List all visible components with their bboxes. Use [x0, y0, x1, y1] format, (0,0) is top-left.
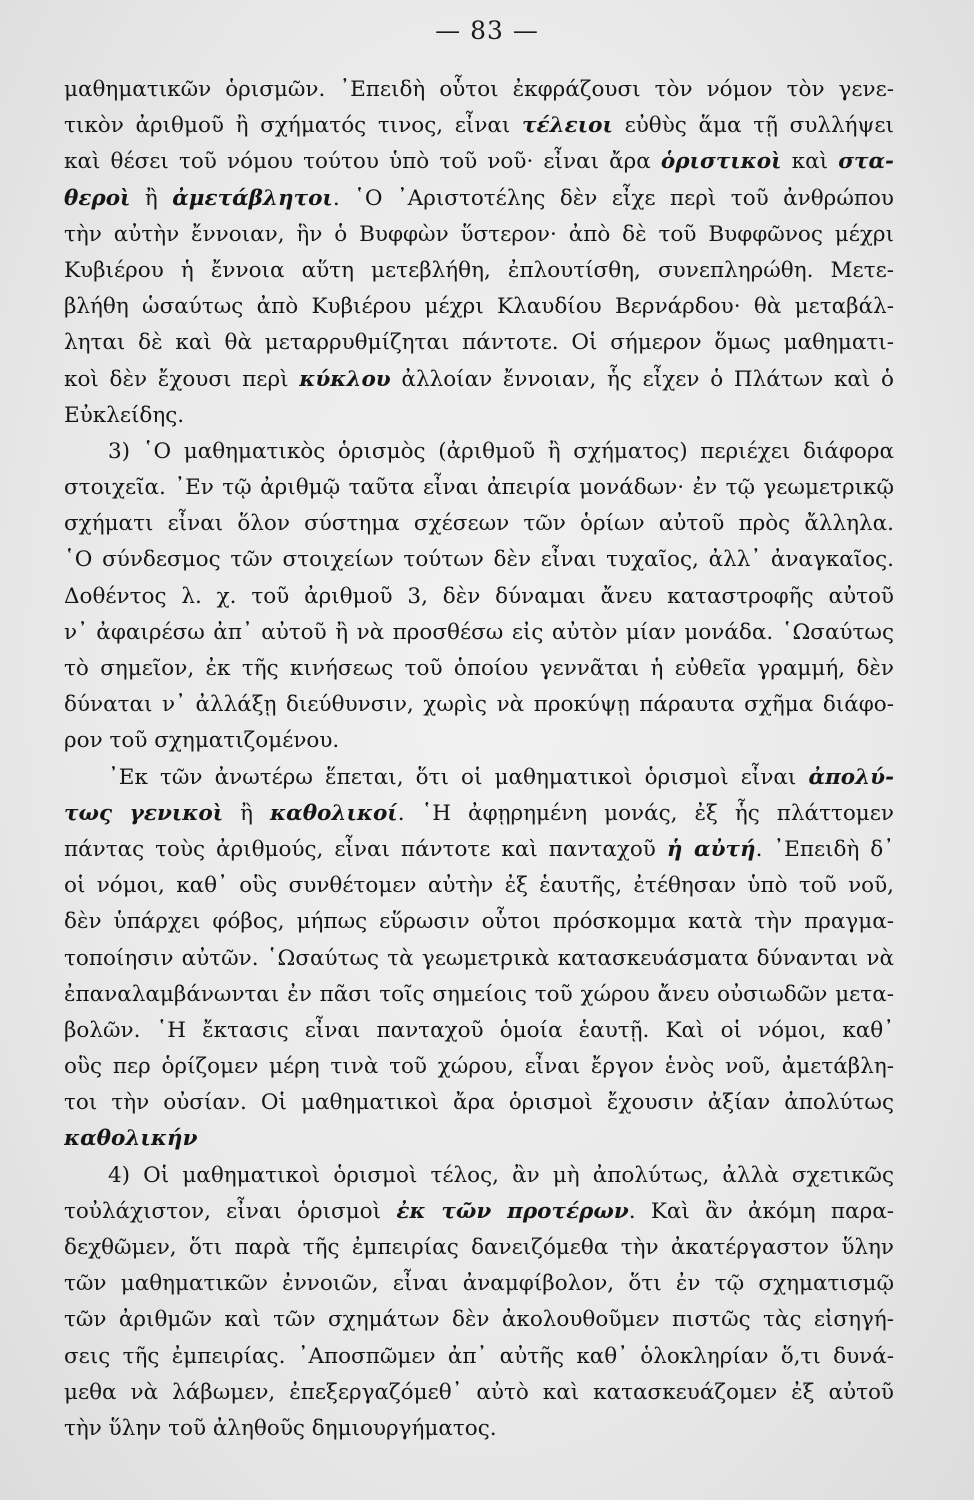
text-segment: οὓς περ ὁρίζομεν μέρη τινὰ τοῦ χώρου, εἶναι ἔργον ἑνὸς νοῦ, ἀμετάβλη-: [64, 1054, 894, 1080]
text-line: [64, 1085, 894, 1121]
text-segment: τὸ σημεῖον, ἐκ τῆς κινήσεως τοῦ ὁποίου γεννᾶται ἡ εὐθεῖα γραμμή, δὲν: [64, 656, 894, 681]
text-line: [64, 506, 894, 542]
text-segment: τῶν ἀριθμῶν καὶ τῶν σχημάτων δὲν ἀκολουθοῦμεν πιστῶς τὰς εἰσηγή-: [64, 1307, 894, 1333]
emphasized-text: καθολικοί: [270, 800, 398, 826]
text-segment: Δοθέντος λ. χ. τοῦ ἀριθμοῦ 3, δὲν δύναμαι ἄνευ καταστροφῆς αὐτοῦ: [64, 583, 894, 609]
text-line: [64, 181, 894, 217]
text-line: [64, 289, 894, 325]
text-line: [64, 687, 894, 723]
emphasized-text: στα-: [838, 149, 894, 175]
text-line: [64, 470, 894, 506]
text-line: [64, 434, 894, 470]
text-segment: τοποίησιν αὐτῶν. ῾Ωσαύτως τὰ γεωμετρικὰ κατασκευάσματα δύνανται νὰ: [64, 945, 894, 971]
emphasized-text: κύκλου: [299, 366, 391, 392]
text-line: [64, 796, 894, 832]
emphasized-text: ὁριστικοὶ: [660, 149, 782, 175]
text-line: [64, 1121, 894, 1157]
text-segment: οἱ νόμοι, καθ᾽ οὓς συνθέτομεν αὐτὴν ἐξ ἑαυτῆς, ἐτέθησαν ὑπὸ τοῦ νοῦ,: [64, 873, 894, 899]
text-line: [64, 651, 894, 687]
text-segment: ἀλλοίαν ἔννοιαν, ἧς εἶχεν ὁ Πλάτων καὶ ὁ: [390, 366, 894, 392]
text-segment: εὐθὺς ἅμα τῇ συλλήψει: [612, 113, 894, 139]
text-line: [64, 1411, 894, 1447]
emphasized-text: ἐκ τῶν προτέρων: [396, 1198, 629, 1224]
text-segment: δὲν ὑπάρχει φόβος, μήπως εὕρωσιν οὗτοι πρόσκομμα κατὰ τὴν πραγμα-: [64, 909, 894, 935]
text-segment: 3) ῾Ο μαθηματικὸς ὁρισμὸς (ἀριθμοῦ ἢ σχήματος) περιέχει διάφορα: [108, 438, 894, 464]
text-segment: μαθηματικῶν ὁρισμῶν. ᾿Επειδὴ οὗτοι ἐκφράζουσι τὸν νόμον τὸν γενε-: [64, 77, 894, 102]
text-line: [64, 723, 894, 759]
text-line: [64, 362, 894, 398]
emphasized-text: τέλειοι: [522, 113, 613, 139]
text-segment: ρον τοῦ σχηματιζομένου.: [64, 728, 340, 754]
text-segment: πάντας τοὺς ἀριθμούς, εἶναι πάντοτε καὶ πανταχοῦ: [64, 836, 667, 862]
text-segment: δύναται ν᾽ ἀλλάξῃ διεύθυνσιν, χωρὶς νὰ προκύψῃ πάραυτα σχῆμα διάφο-: [64, 692, 894, 718]
text-line: [64, 253, 894, 289]
emphasized-text: ἀπολύ-: [808, 764, 894, 790]
text-segment: κοὶ δὲν ἔχουσι περὶ: [64, 366, 300, 392]
text-segment: ῾Ο σύνδεσμος τῶν στοιχείων τούτων δὲν εἶναι τυχαῖος, ἀλλ᾽ ἀναγκαῖος.: [64, 547, 894, 573]
text-segment: . ῾Ο ᾿Αριστοτέλης δὲν εἶχε περὶ τοῦ ἀνθρώπου: [332, 185, 894, 211]
text-line: [64, 1302, 894, 1338]
text-line: [64, 1049, 894, 1085]
text-line: [64, 1230, 894, 1266]
text-line: [64, 1194, 894, 1230]
text-line: [64, 325, 894, 361]
emphasized-text: καθολικήν: [64, 1126, 198, 1152]
text-segment: ἢ: [130, 185, 173, 211]
text-line: [64, 217, 894, 253]
text-segment: τικὸν ἀριθμοῦ ἢ σχήματός τινος, εἶναι: [64, 113, 523, 139]
text-segment: τὴν αὐτὴν ἔννοιαν, ἣν ὁ Βυφφὼν ὕστερον· ἀπὸ δὲ τοῦ Βυφφῶνος μέχρι: [64, 221, 894, 247]
text-line: [64, 108, 894, 144]
text-line: [64, 1266, 894, 1302]
body-text: [64, 72, 894, 1447]
text-line: [64, 977, 894, 1013]
text-segment: καὶ θέσει τοῦ νόμου τούτου ὑπὸ τοῦ νοῦ· εἶναι ἄρα: [64, 149, 661, 175]
text-line: [64, 615, 894, 651]
text-segment: ἐπαναλαμβάνωνται ἐν πᾶσι τοῖς σημείοις τοῦ χώρου ἄνευ οὐσιωδῶν μετα-: [64, 981, 894, 1007]
text-segment: τῶν μαθηματικῶν ἐννοιῶν, εἶναι ἀναμφίβολον, ὅτι ἐν τῷ σχηματισμῷ: [64, 1271, 894, 1297]
text-line: [64, 144, 894, 180]
text-segment: ἢ: [223, 800, 271, 826]
text-line: [64, 579, 894, 615]
text-segment: στοιχεῖα. ᾿Εν τῷ ἀριθμῷ ταῦτα εἶναι ἀπειρία μονάδων· ἐν τῷ γεωμετρικῷ: [64, 475, 894, 501]
text-segment: μεθα νὰ λάβωμεν, ἐπεξεργαζόμεθ᾽ αὐτὸ καὶ κατασκευάζομεν ἐξ αὐτοῦ: [64, 1379, 894, 1405]
emphasized-text: ἀμετάβλητοι: [172, 185, 333, 211]
emphasized-text: τως γενικοὶ: [64, 800, 224, 826]
text-line: [64, 832, 894, 868]
text-line: [64, 868, 894, 904]
text-segment: 4) Οἱ μαθηματικοὶ ὁρισμοὶ τέλος, ἂν μὴ ἀπολύτως, ἀλλὰ σχετικῶς: [108, 1162, 894, 1188]
text-segment: σχήματι εἶναι ὅλον σύστημα σχέσεων τῶν ὁρίων αὐτοῦ πρὸς ἄλληλα.: [64, 511, 894, 537]
text-line: [64, 1339, 894, 1375]
text-line: [64, 904, 894, 940]
text-segment: . ῾Η ἀφῃρημένη μονάς, ἐξ ἧς πλάττομεν: [397, 800, 894, 826]
text-segment: τὴν ὕλην τοῦ ἀληθοῦς δημιουργήματος.: [64, 1415, 497, 1441]
text-segment: . Καὶ ἂν ἀκόμη παρα-: [628, 1198, 894, 1224]
text-segment: . ᾿Επειδὴ δ᾽: [755, 836, 894, 862]
text-line: [64, 1375, 894, 1411]
text-segment: ληται δὲ καὶ θὰ μεταρρυθμίζηται πάντοτε. Οἱ σήμερον ὅμως μαθηματι-: [64, 330, 894, 356]
text-segment: βλήθη ὡσαύτως ἀπὸ Κυβιέρου μέχρι Κλαυδίου Βερνάρδου· θὰ μεταβάλ-: [64, 294, 894, 320]
text-line: [64, 542, 894, 578]
text-segment: σεις τῆς ἐμπειρίας. ᾿Αποσπῶμεν ἀπ᾽ αὐτῆς καθ᾽ ὁλοκληρίαν ὅ,τι δυνά-: [64, 1343, 894, 1369]
text-segment: ν᾽ ἀφαιρέσω ἀπ᾽ αὐτοῦ ἢ νὰ προσθέσω εἰς αὐτὸν μίαν μονάδα. ῾Ωσαύτως: [64, 619, 894, 645]
emphasized-text: θεροὶ: [64, 185, 131, 211]
text-segment: ᾿Εκ τῶν ἀνωτέρω ἕπεται, ὅτι οἱ μαθηματικοὶ ὁρισμοὶ εἶναι: [108, 764, 809, 790]
text-line: [64, 760, 894, 796]
text-line: [64, 72, 894, 108]
text-segment: τοι τὴν οὐσίαν. Οἱ μαθηματικοὶ ἄρα ὁρισμοὶ ἔχουσιν ἀξίαν ἀπολύτως: [64, 1090, 894, 1116]
text-segment: δεχθῶμεν, ὅτι παρὰ τῆς ἐμπειρίας δανειζόμεθα τὴν ἀκατέργαστον ὕλην: [64, 1235, 894, 1260]
text-segment: τοὐλάχιστον, εἶναι ὁρισμοὶ: [64, 1198, 397, 1224]
page-number: — 83 —: [435, 16, 539, 45]
text-line: [64, 1013, 894, 1049]
text-segment: Κυβιέρου ἡ ἔννοια αὕτη μετεβλήθη, ἐπλουτίσθη, συνεπληρώθη. Μετε-: [64, 257, 894, 283]
emphasized-text: ἡ αὐτή: [666, 836, 756, 862]
text-line: [64, 1158, 894, 1194]
text-line: [64, 398, 894, 434]
text-segment: καὶ: [781, 149, 839, 175]
text-segment: Εὐκλείδης.: [64, 402, 185, 428]
text-segment: βολῶν. ῾Η ἔκτασις εἶναι πανταχοῦ ὁμοία ἑαυτῇ. Καὶ οἱ νόμοι, καθ᾽: [64, 1017, 894, 1043]
text-line: [64, 941, 894, 977]
